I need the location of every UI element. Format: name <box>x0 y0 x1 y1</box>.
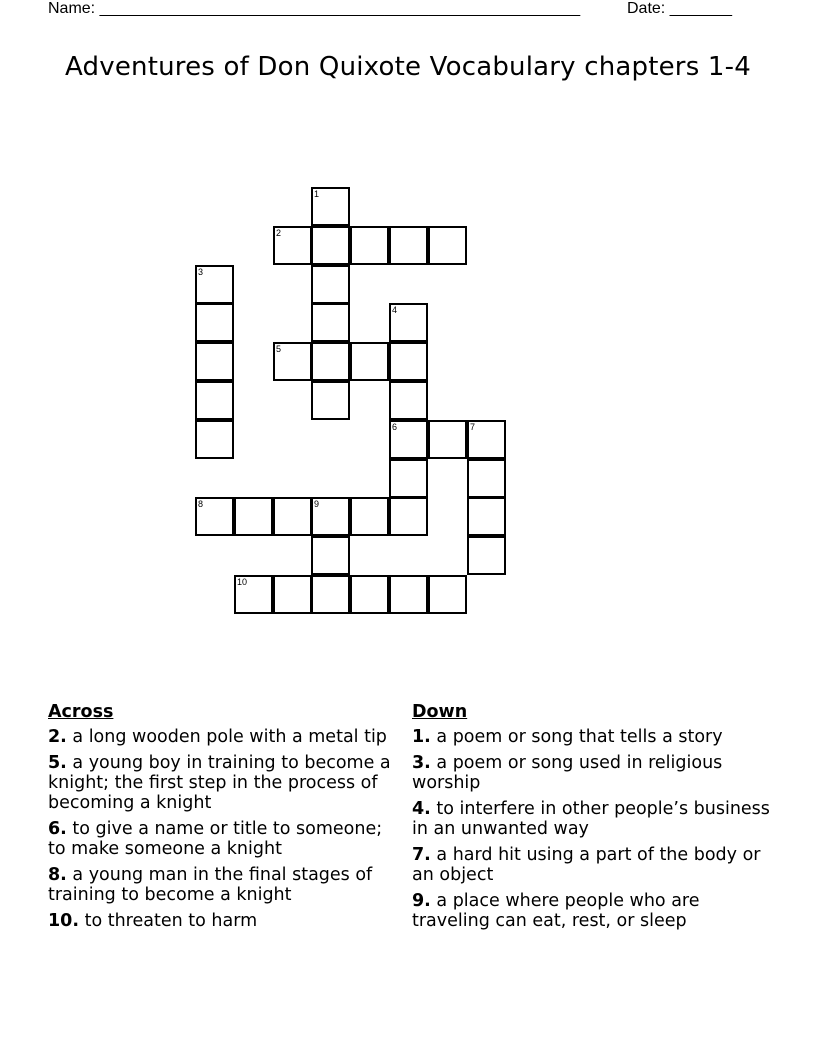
crossword-cell[interactable] <box>428 420 467 459</box>
crossword-cell[interactable] <box>350 342 389 381</box>
clue-text: a hard hit using a part of the body or an object <box>412 845 761 885</box>
clue-text: a young man in the final stages of training to become a knight <box>48 865 373 905</box>
crossword-cell[interactable] <box>467 536 506 575</box>
clue-text: to threaten to harm <box>84 911 258 931</box>
clue-number-label: 2 <box>276 228 282 238</box>
clue-number: 7. <box>412 845 431 865</box>
crossword-cell[interactable] <box>428 226 467 265</box>
clue-text: a place where people who are traveling can eat, rest, or sleep <box>412 891 700 931</box>
clue-down-4 <box>412 799 772 839</box>
clue-down-1 <box>412 727 772 747</box>
clue-text: a long wooden pole with a metal tip <box>72 727 387 747</box>
clue-text: to interfere in other people’s business in an unwanted way <box>412 799 770 839</box>
crossword-cell[interactable] <box>389 303 428 342</box>
crossword-cell[interactable] <box>350 226 389 265</box>
across-clues <box>48 701 403 937</box>
clue-across-5 <box>48 753 403 813</box>
clue-number-label: 3 <box>198 267 204 277</box>
page-title: Adventures of Don Quixote Vocabulary chapters 1-4 <box>65 52 751 82</box>
clue-number-label: 6 <box>392 422 398 432</box>
crossword-cell[interactable] <box>311 381 350 420</box>
crossword-cell[interactable] <box>389 226 428 265</box>
clue-across-10 <box>48 911 403 931</box>
crossword-cell[interactable] <box>350 575 389 614</box>
crossword-cell[interactable] <box>234 497 273 536</box>
crossword-cell[interactable] <box>311 265 350 304</box>
crossword-cell[interactable] <box>195 420 234 459</box>
crossword-cell[interactable] <box>311 226 350 265</box>
crossword-cell[interactable] <box>467 459 506 498</box>
date-field[interactable]: Date: _______ <box>627 0 732 17</box>
crossword-cell[interactable] <box>467 497 506 536</box>
clue-number: 1. <box>412 727 431 747</box>
crossword-cell[interactable] <box>311 575 350 614</box>
clue-number: 5. <box>48 753 67 773</box>
crossword-cell[interactable] <box>234 575 273 614</box>
clue-number-label: 10 <box>237 577 248 587</box>
crossword-cell[interactable] <box>350 497 389 536</box>
clue-number-label: 7 <box>470 422 476 432</box>
crossword-cell[interactable] <box>389 420 428 459</box>
crossword-cell[interactable] <box>389 575 428 614</box>
crossword-cell[interactable] <box>195 265 234 304</box>
crossword-cell[interactable] <box>195 303 234 342</box>
clue-number: 10. <box>48 911 80 931</box>
crossword-cell[interactable] <box>273 342 312 381</box>
clue-number: 9. <box>412 891 431 911</box>
clue-number: 8. <box>48 865 67 885</box>
crossword-cell[interactable] <box>273 226 312 265</box>
clue-number-label: 5 <box>276 344 282 354</box>
clue-across-2 <box>48 727 403 747</box>
crossword-cell[interactable] <box>311 342 350 381</box>
clue-text: a young boy in training to become a knight; the first step in the process of becoming a knight <box>48 753 391 813</box>
down-heading: Down <box>412 702 468 722</box>
clue-text: a poem or song used in religious worship <box>412 753 723 793</box>
crossword-cell[interactable] <box>311 187 350 226</box>
crossword-cell[interactable] <box>467 420 506 459</box>
name-field[interactable]: Name: ______________________________________________________ <box>48 0 581 17</box>
crossword-cell[interactable] <box>311 303 350 342</box>
clue-number: 3. <box>412 753 431 773</box>
clue-down-9 <box>412 891 772 931</box>
clue-text: a poem or song that tells a story <box>436 727 723 747</box>
down-clues <box>412 701 772 937</box>
crossword-cell[interactable] <box>195 381 234 420</box>
clue-number-label: 8 <box>198 499 204 509</box>
crossword-cell[interactable] <box>273 497 312 536</box>
crossword-cell[interactable] <box>311 536 350 575</box>
crossword-cell[interactable] <box>389 342 428 381</box>
clue-number-label: 1 <box>314 189 320 199</box>
crossword-cell[interactable] <box>311 497 350 536</box>
clue-down-3 <box>412 753 772 793</box>
clue-number: 4. <box>412 799 431 819</box>
crossword-cell[interactable] <box>389 459 428 498</box>
clue-across-8 <box>48 865 403 905</box>
clue-number: 2. <box>48 727 67 747</box>
crossword-cell[interactable] <box>428 575 467 614</box>
clue-across-6 <box>48 819 403 859</box>
crossword-cell[interactable] <box>389 381 428 420</box>
clue-down-7 <box>412 845 772 885</box>
clue-number: 6. <box>48 819 67 839</box>
crossword-cell[interactable] <box>195 342 234 381</box>
clue-number-label: 9 <box>314 499 320 509</box>
across-heading: Across <box>48 702 114 722</box>
crossword-cell[interactable] <box>389 497 428 536</box>
crossword-cell[interactable] <box>195 497 234 536</box>
clue-text: to give a name or title to someone; to make someone a knight <box>48 819 383 859</box>
crossword-cell[interactable] <box>273 575 312 614</box>
clue-number-label: 4 <box>392 305 398 315</box>
